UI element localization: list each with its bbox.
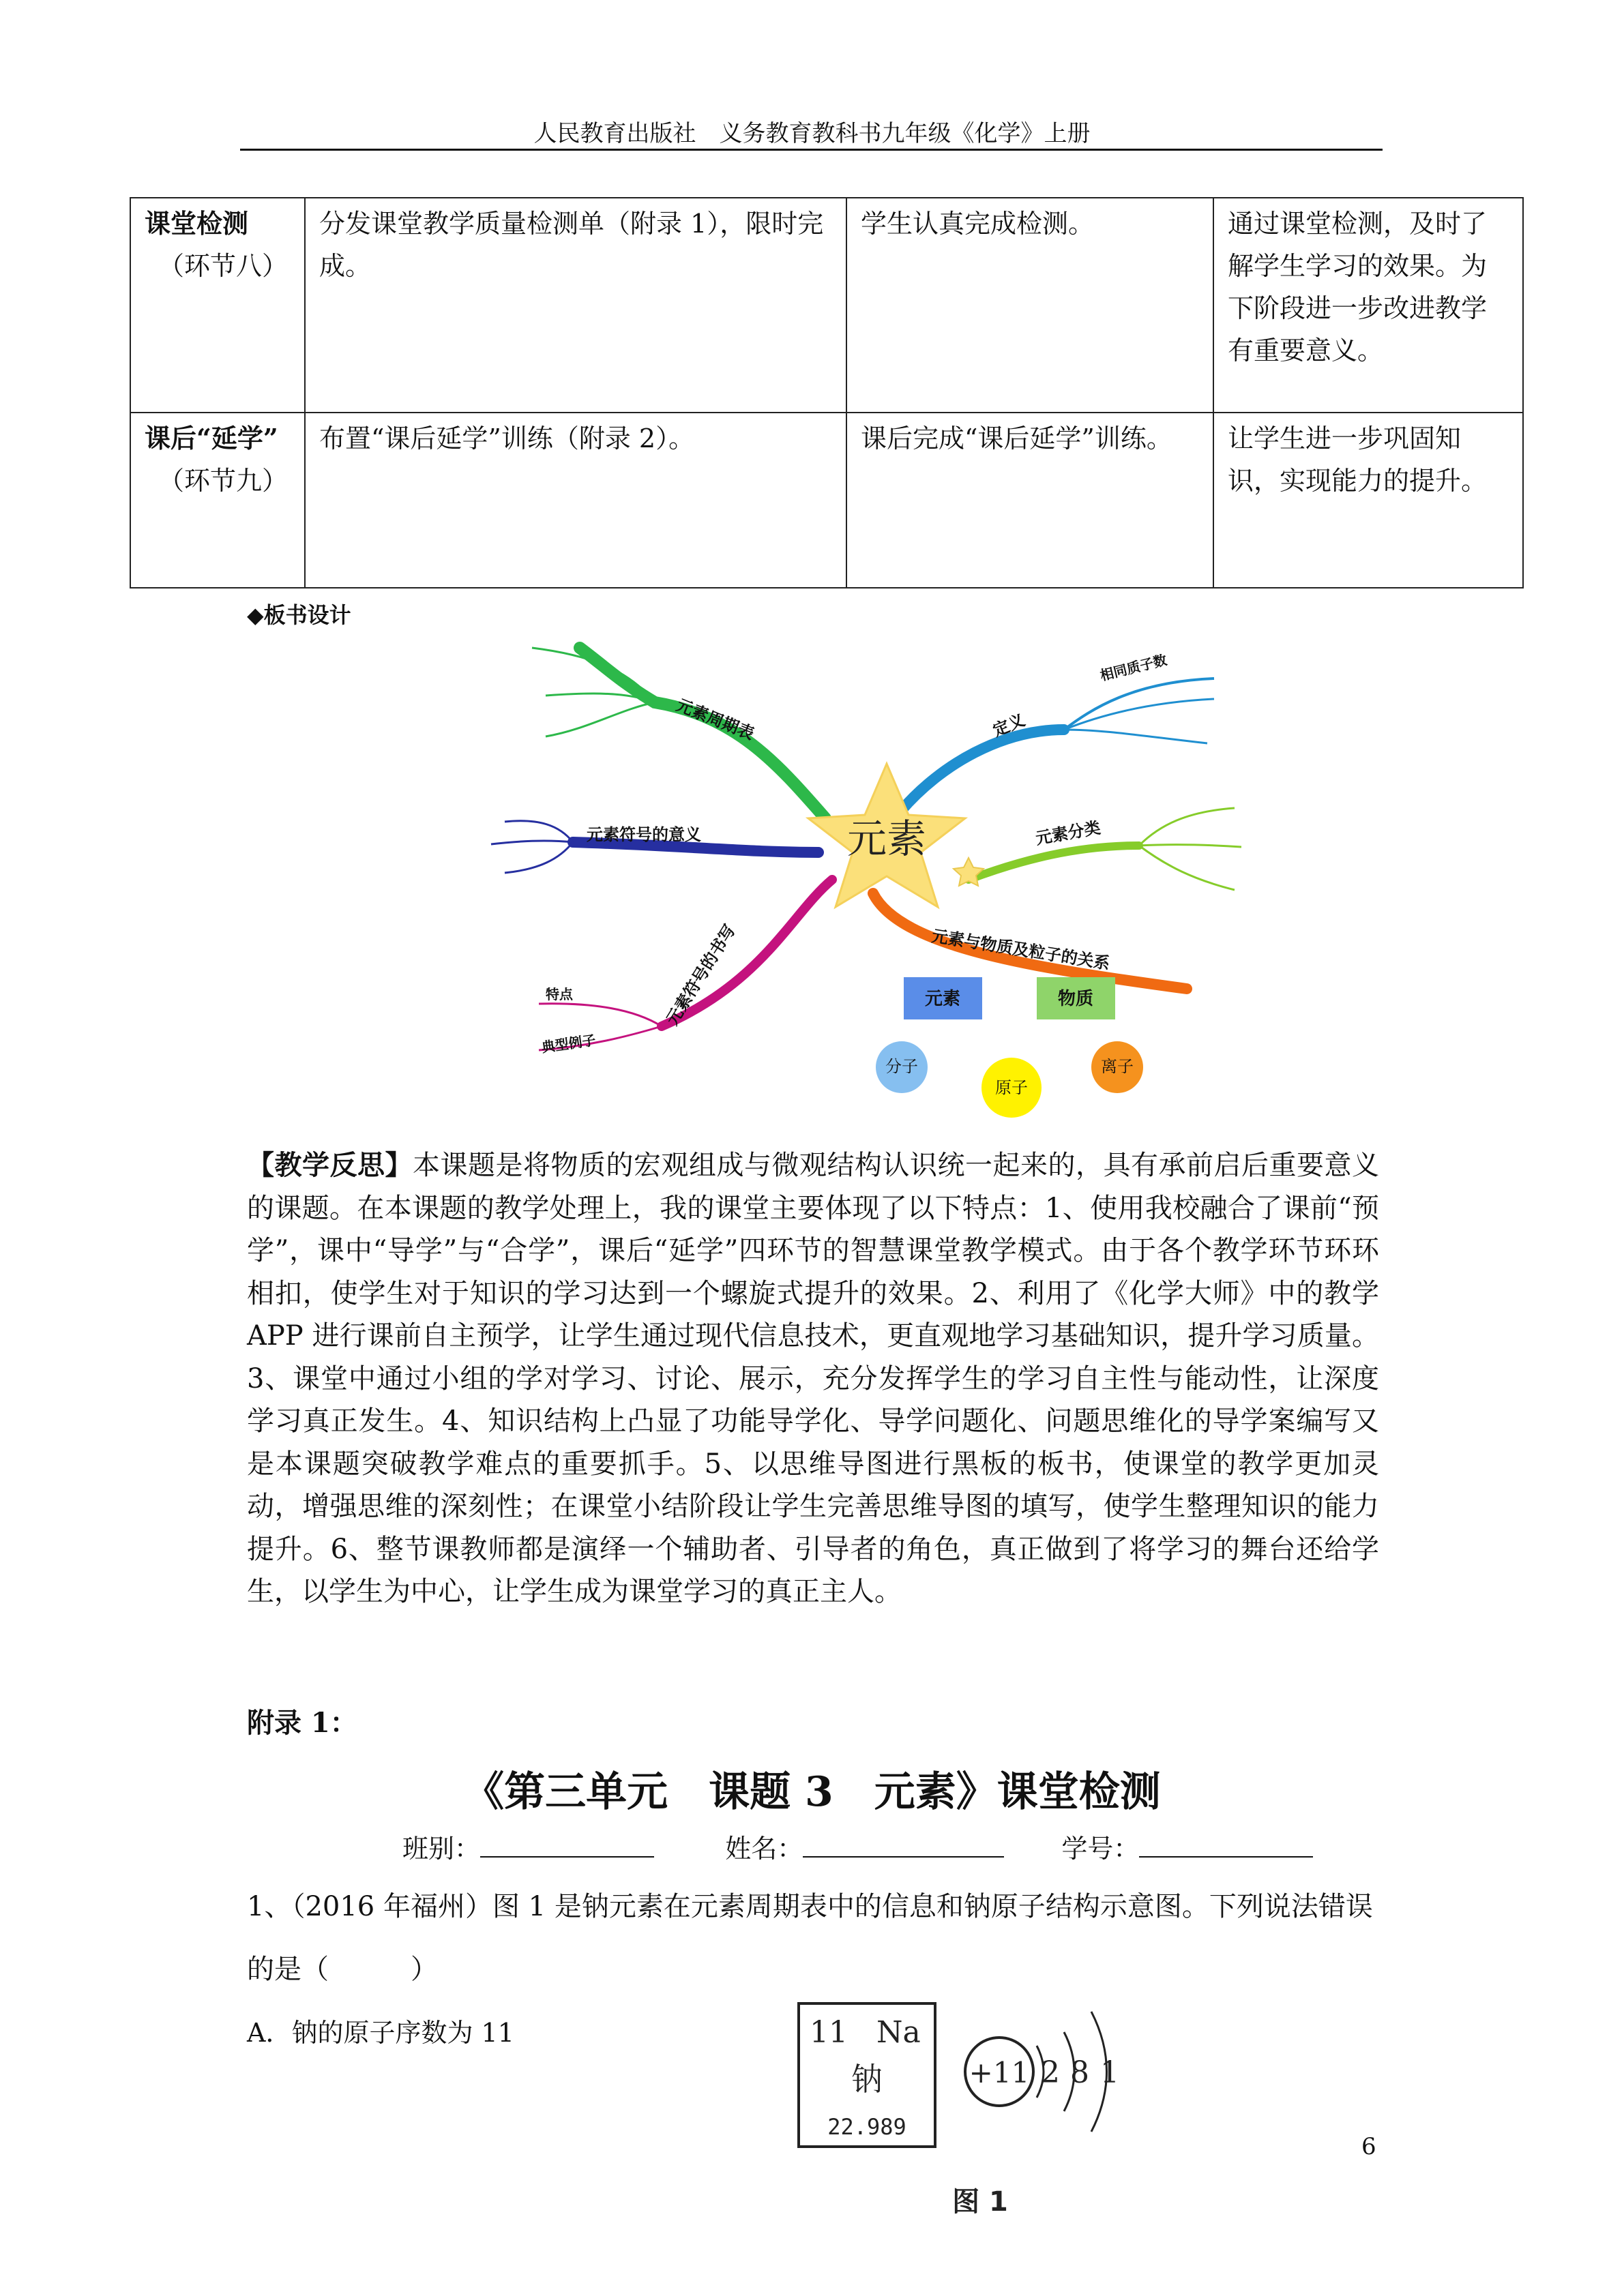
figure-caption: 图 1 xyxy=(952,2186,1008,2218)
shell-2-electrons: 8 xyxy=(1070,2055,1089,2090)
id-label: 学号： xyxy=(1061,1834,1140,1864)
element-symbol: Na xyxy=(876,2015,921,2050)
table-row xyxy=(130,413,1523,588)
center-label: 元素 xyxy=(846,816,927,862)
stage-cell xyxy=(130,198,305,413)
board-design-title: ◆板书设计 xyxy=(247,602,351,628)
molecule-label: 分子 xyxy=(885,1057,918,1076)
definition-branch xyxy=(900,730,1064,811)
option-a: A．钠的原子序数为 11 xyxy=(247,2018,514,2048)
stage-cell xyxy=(130,413,305,588)
stage-title: 课后“延学” xyxy=(145,423,278,453)
header-rule xyxy=(240,149,1383,151)
class-label: 班别： xyxy=(402,1834,481,1864)
atomic-number: 11 xyxy=(810,2015,848,2050)
features-label: 特点 xyxy=(546,986,573,1002)
element-name: 钠 xyxy=(851,2061,883,2098)
student-info-line xyxy=(402,1828,1313,1865)
running-header: 人民教育出版社 义务教育教科书九年级《化学》上册 xyxy=(533,120,1091,147)
teacher-activity: 布置“课后延学”训练（附录 2）。 xyxy=(305,413,846,588)
atomic-mass: 22.989 xyxy=(827,2114,906,2140)
periodic-table-branch xyxy=(580,648,825,818)
appendix-label: 附录 1： xyxy=(247,1707,357,1739)
reflection-label: 【教学反思】 xyxy=(247,1149,413,1181)
substance-box-label: 物质 xyxy=(1057,989,1094,1009)
question-1: 1、（2016 年福州）图 1 是钠元素在元素周期表中的信息和钠原子结构示意图。下列说法错误的是（ ） xyxy=(247,1891,1373,1985)
sodium-figure xyxy=(795,1998,1177,2223)
mind-map xyxy=(423,627,1296,1118)
symbol-writing-label: 元素符号的书写 xyxy=(662,921,740,1029)
name-blank[interactable] xyxy=(803,1836,1004,1858)
classification-branch xyxy=(969,846,1139,880)
small-star xyxy=(954,858,984,886)
definition-label: 定义 xyxy=(990,710,1028,741)
lesson-plan-table xyxy=(130,197,1524,588)
quiz-title: 《第三单元 课题 3 元素》课堂检测 xyxy=(463,1768,1161,1816)
examples-label: 典型例子 xyxy=(540,1032,597,1056)
reflection-text: 本课题是将物质的宏观组成与微观结构认识统一起来的，具有承前启后重要意义的课题。在本课题的教学处理上，我的课堂主要体现了以下特点：1、使用我校融合了课前“预学”，课中“导学”与“合学”，课后“延学”四环节的智慧课堂教学模式。由于各个教学环节环环相扣，使学生对于知识的学习达到一个螺旋式提升的效果。2、利用了《化学大师》中的教学 APP 进行课前自主预学，让学生通过现代信息技术，更直观地学习基础知识，提升学习质量。3、课堂中通过小组的学对学习、讨论、展示，充分发挥学生的学习自主性与能动性，让深度学习真正发生。4、知识结构上凸显了功能导学化、导学问题化、问题思维化的导学案编写又是本课题突破教学难点的重要抓手。5、以思维导图进行黑板的板书，使课堂的教学更加灵动，增强思维的深刻性；在课堂小结阶段让学生完善思维导图的填写，使学生整理知识的能力提升。6、整节课教师都是演绎一个辅助者、引导者的角色，真正做到了将学习的舞台还给学生，以学生为中心，让学生成为课堂学习的真正主人。 xyxy=(247,1150,1379,1607)
stage-sub: （环节八） xyxy=(158,251,289,281)
relation-label: 元素与物质及粒子的关系 xyxy=(930,926,1112,974)
student-activity: 课后完成“课后延学”训练。 xyxy=(846,413,1213,588)
ion-label: 离子 xyxy=(1101,1057,1134,1076)
same-protons-label: 相同质子数 xyxy=(1098,651,1169,684)
teacher-activity: 分发课堂教学质量检测单（附录 1），限时完成。 xyxy=(305,198,846,413)
shell-3-electrons: 1 xyxy=(1100,2055,1119,2090)
student-activity: 学生认真完成检测。 xyxy=(846,198,1213,413)
shell-1-electrons: 2 xyxy=(1041,2055,1060,2090)
class-blank[interactable] xyxy=(480,1836,654,1858)
element-box-label: 元素 xyxy=(924,989,961,1009)
classification-label: 元素分类 xyxy=(1034,818,1102,848)
design-purpose: 让学生进一步巩固知识，实现能力的提升。 xyxy=(1213,413,1523,588)
atom-label: 原子 xyxy=(995,1078,1028,1097)
page-number: 6 xyxy=(1361,2133,1376,2160)
id-blank[interactable] xyxy=(1139,1836,1313,1858)
symbol-meaning-label: 元素符号的意义 xyxy=(587,825,701,844)
stage-sub: （环节九） xyxy=(158,466,289,496)
name-label: 姓名： xyxy=(725,1834,803,1864)
table-row xyxy=(130,198,1523,413)
stage-title: 课堂检测 xyxy=(145,208,249,239)
periodic-table-label: 元素周期表 xyxy=(673,695,757,744)
design-purpose: 通过课堂检测，及时了解学生学习的效果。为下阶段进一步改进教学有重要意义。 xyxy=(1213,198,1523,413)
teaching-reflection xyxy=(247,1144,1379,1613)
nucleus-charge: +11 xyxy=(969,2056,1030,2089)
